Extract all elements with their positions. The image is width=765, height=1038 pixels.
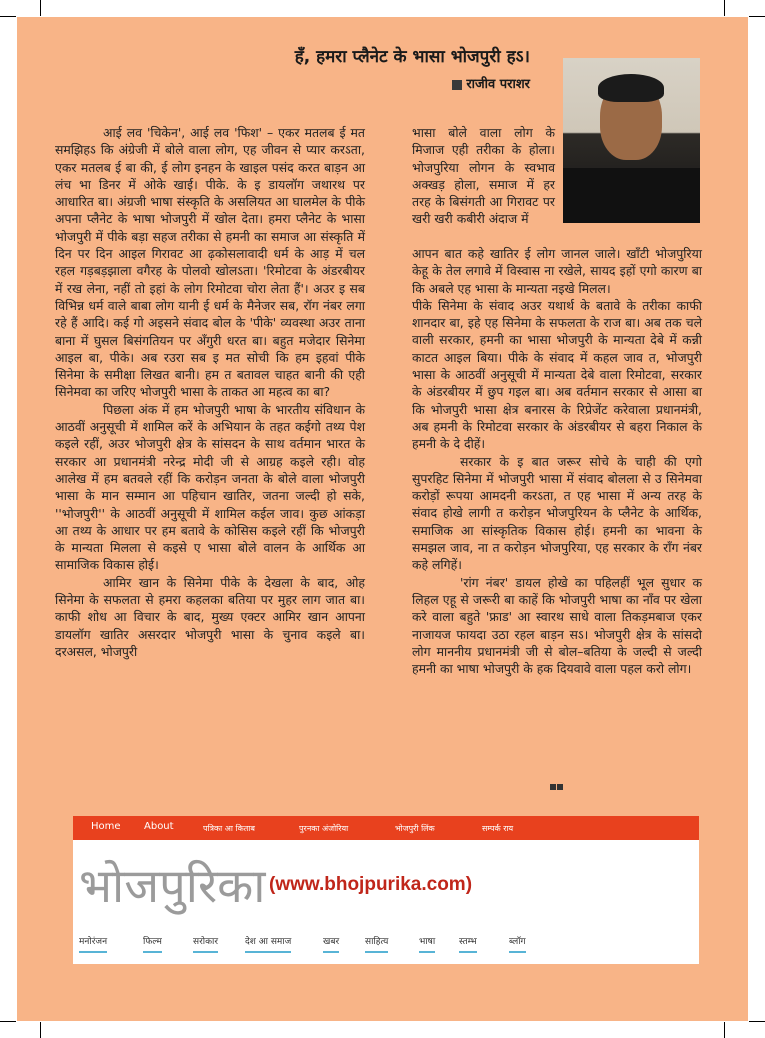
nav-about[interactable]: About — [144, 821, 174, 832]
crop-mark — [724, 1022, 725, 1038]
paragraph: पिछला अंक में हम भोजपुरी भाषा के भारतीय संविधान के आठवीं अनुसूची में शामिल करें के अभियान के तहत कईगो तथ्य पेश कइले रहीं, अउर भोजपुरी क्षेत्र के सांसदन के साथ वर्तमान भारत के सरकार आ प्रधानमंत्री नरेन्द्र मोदी जी से आग्रह कइले रही। वोह आलेख में हम बतवले रहीं कि करोड़न जनता के बोले वाला भोजपुरी भासा के मान सम्मान आ पहिचान खातिर, जतना जल्दी हो सके, ''भोजपुरी'' के आठवीं अनुसूची में शामिल कईल जाव। कुछ आंकड़ा आ तथ्य के आधार पर हम बतावे के कोसिस कइले रहीं कि भोजपुरी के मान्यता मिलला से कइसे ए भासा बोले वालन के आर्थिक आ सामाजिक विकास होई। — [55, 401, 365, 573]
nav-home[interactable]: Home — [91, 821, 121, 832]
category-bar — [73, 931, 699, 955]
crop-mark — [0, 16, 16, 17]
article-column-right-top — [412, 124, 555, 228]
category-news[interactable]: खबर — [323, 934, 339, 953]
category-film[interactable]: फिल्म — [143, 934, 162, 953]
article-column-left — [55, 124, 365, 660]
paragraph: आमिर खान के सिनेमा पीके के देखला के बाद, ओह सिनेमा के सफलता से हमरा कहलका बतिया पर मुहर लाग जात बा। काफी शोध आ विचार के बाद, मुख्य एक्टर आमिर खान आपना डायलॉग खातिर असरदार भोजपुरी भासा के चुनाव कइले बा। दरअसल, भोजपुरी — [55, 574, 365, 659]
square-bullet-icon — [452, 80, 462, 90]
category-column[interactable]: स्तम्भ — [459, 934, 477, 953]
category-literature[interactable]: साहित्य — [365, 934, 388, 953]
category-society[interactable]: देश आ समाज — [245, 934, 291, 953]
article-title: हँ, हमरा प्लैनेट के भासा भोजपुरी हऽ। — [294, 47, 530, 67]
site-logo[interactable]: भोजपुरिका — [79, 859, 266, 914]
paragraph: आपन बात कहे खातिर ई लोग जानल जाले। खाँटी भोजपुरिया केहू के तेल लगावे में विस्वास ना रखेले, सायद इहों एगो कारण बा कि अबले एह भासा के मान्यता नइखे मिलल। — [412, 246, 702, 296]
nav-archive[interactable]: पुरनका अंजोरिया — [299, 824, 349, 833]
crop-mark — [0, 1021, 16, 1022]
paragraph: भासा बोले वाला लोग के मिजाज एही तरीका के होला। भोजपुरिया लोगन के स्वभाव अक्खड़ होला, समाज में हर तरह के बिसंगती आ गिरावट पर खरी खरी कबीरी अंदाज में — [412, 125, 555, 227]
author-name: राजीव पराशर — [466, 77, 530, 92]
nav-links[interactable]: भोजपुरी लिंक — [395, 824, 435, 833]
author-byline — [420, 74, 530, 92]
end-mark-icon — [550, 783, 564, 792]
author-photo — [563, 58, 700, 223]
category-concern[interactable]: सरोकार — [193, 934, 218, 953]
crop-mark — [40, 1022, 41, 1038]
paragraph: आई लव 'चिकेन', आई लव 'फिश' – एकर मतलब ई मत समझिहऽ कि अंग्रेजी में बोले वाला लोग, एह जीवन से प्यार करऽता, एकर मतलब ई बा की, ई लोग इनहन के खाइल पसंद करत बाड़न आ लंच भा डिनर में ओके खाई। पीके. के इ डायलॉग जथारथ पर आधारित बा। अंग्रजी भाषा संस्कृति के असलियत आ घालमेल के पीके अपना प्लैनेट के भाषा भोजपुरी में खोल देता। हमरा प्लैनेट के भासा भोजपुरी में पीके बड़ा सहज तरीका से हमनी का समाज आ संस्कृति में दिन पर दिन आइल गिरावट आ ढ़कोसलावादी धर्म के आड़ में चल रहल गड़बड़झाला वगैरह के पोलवो खोलऽता। 'रिमोटवा के अंडरबीयर में रख लेना, नहीं तो इहां के लोग रिमोटवा चोरा लेता हैं'। अउर इ सब विभिन्न धर्म वाले बाबा लोग यानी ई धर्म के मैनेजर सब, रॉग नंबर लगा रहे हैं आदि। कई गो अइसने संवाद बोल के 'पीके' व्यवस्था अउर ताना बाना में घुसल बिसंगतियन पर अँगुरी धरत बा। बहुत मजेदार सिनेमा आइल बा, पीके। अब रउरा सब इ मत सोची कि हम इहवां पीके सिनेमा के समीक्षा लिखत बानी। हम त बतावल चाहत बानी की एही सिनेमवा का जरिए भोजपुरी भासा के ताकत आ महत्व का बा? — [55, 125, 365, 400]
paragraph: पीके सिनेमा के संवाद अउर यथार्थ के बतावे के तरीका काफी शानदार बा, इहे एह सिनेमा के सफलता के राज बा। अब तक चले वाली सरकार, हमनी का भासा भोजपुरी के मान्यता देबे में कन्नी काटत आइल बिया। पीके के संवाद में कहल जाव त, भोजपुरी भासा के आठवीं अनुसूची में मान्यता देबे वाला रिमोटवा, सरकार के अंडरबीयर में छुप गइल बा। अब वर्तमान सरकार से आसा बा कि भोजपुरी भासा क्षेत्र बनारस के रिप्रेजेंट करेवाला प्रधानमंत्री, अब हमनी के रिमोटवा सरकार के अंडरबीयर से बहरा निकाल के हमनी के दे दीहें। — [412, 297, 702, 452]
nav-bar — [73, 816, 699, 840]
site-url[interactable]: (www.bhojpurika.com) — [269, 874, 473, 895]
crop-mark — [749, 16, 765, 17]
article-column-right — [412, 245, 702, 677]
category-entertainment[interactable]: मनोरंजन — [79, 934, 107, 953]
category-blog[interactable]: ब्लॉग — [509, 934, 526, 953]
crop-mark — [749, 1021, 765, 1022]
website-banner — [73, 816, 699, 964]
nav-magazine[interactable]: पत्रिका आ किताब — [203, 824, 255, 833]
crop-mark — [724, 0, 725, 16]
paragraph: 'रांग नंबर' डायल होखे का पहिलहीं भूल सुधार क लिहल एहू से जरूरी बा काहें कि भोजपुरी भाषा का नाँव पर खेला करे वाला बहुते 'फ्राड' आ स्वारथ साधे वाला तिकड़मबाज एकर नाजायज फायदा उठा रहल बाड़न सऽ। भोजपुरी क्षेत्र के सांसदो लोग माननीय प्रधानमंत्री जी से बोल–बतिया के जल्दी से जल्दी हमनी का भाषा भोजपुरी के हक दियवावे वाला पहल करो लोग। — [412, 574, 702, 677]
category-language[interactable]: भाषा — [419, 934, 435, 953]
crop-mark — [40, 0, 41, 16]
nav-contact[interactable]: सम्पर्क राय — [482, 824, 514, 833]
paragraph: सरकार के इ बात जरूर सोचे के चाही की एगो सुपरहिट सिनेमा में भोजपुरी भासा में संवाद बोलला से उ सिनेमवा करोड़ों रूपया आमदनी करऽता, त एह भासा में अन्य तरह के संवाद होखे लागी त करोड़न भोजपुरियन के प्लैनेट के आर्थिक, समाजिक आ सांस्कृतिक विकास होई। हमनी का भावना के समझल जाव, ना त करोड़न भोजपुरिया, एह सरकार के रॉंग नंबर कहे लगिहें। — [412, 453, 702, 573]
